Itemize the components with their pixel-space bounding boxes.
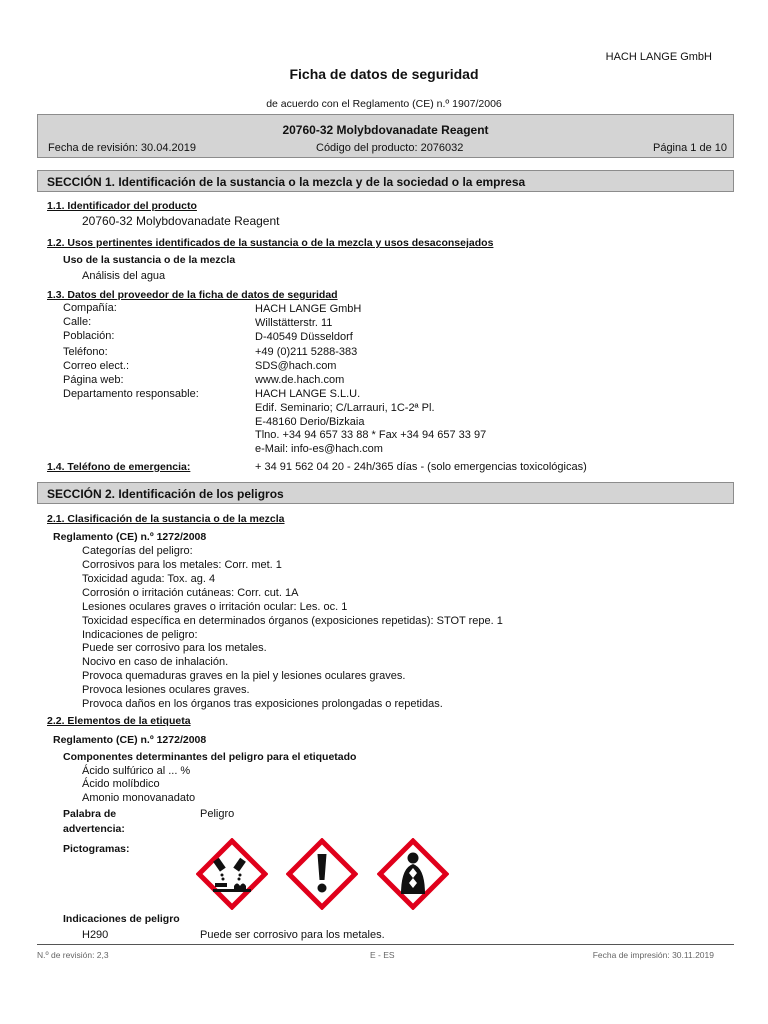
product-name: 20760-32 Molybdovanadate Reagent bbox=[282, 123, 489, 137]
dept-address-line: Edif. Seminario; C/Larrauri, 1C-2ª Pl. bbox=[255, 402, 435, 414]
classification-line: Provoca lesiones oculares graves. bbox=[82, 684, 250, 696]
supplier-value: HACH LANGE S.L.U. bbox=[255, 388, 361, 400]
classification-line: Categorías del peligro: bbox=[82, 545, 193, 557]
s13-title: 1.3. Datos del proveedor de la ficha de datos de seguridad bbox=[47, 289, 338, 301]
pictograms-label: Pictogramas: bbox=[63, 843, 130, 855]
supplier-value: D-40549 Düsseldorf bbox=[255, 331, 353, 343]
exclamation-icon bbox=[286, 838, 358, 910]
footer-language: E - ES bbox=[370, 950, 395, 960]
classification-line: Nocivo en caso de inhalación. bbox=[82, 656, 229, 668]
s14-title: 1.4. Teléfono de emergencia: bbox=[47, 461, 191, 473]
signal-word-label: advertencia: bbox=[63, 823, 125, 835]
s22-title: 2.2. Elementos de la etiqueta bbox=[47, 715, 191, 727]
supplier-label: Compañía: bbox=[63, 302, 117, 314]
classification-line: Provoca daños en los órganos tras exposiciones prolongadas o repetidas. bbox=[82, 698, 443, 710]
s12-subtitle: Uso de la sustancia o de la mezcla bbox=[63, 254, 236, 266]
classification-line: Corrosión o irritación cutáneas: Corr. cut. 1A bbox=[82, 587, 299, 599]
product-code: Código del producto: 2076032 bbox=[316, 142, 464, 154]
dept-address-line: e-Mail: info-es@hach.com bbox=[255, 443, 383, 455]
signal-word-label: Palabra de bbox=[63, 808, 117, 820]
company-name-header: HACH LANGE GmbH bbox=[605, 51, 712, 63]
supplier-value: www.de.hach.com bbox=[255, 374, 345, 386]
dept-address-line: E-48160 Derio/Bizkaia bbox=[255, 416, 365, 428]
section1-heading: SECCIÓN 1. Identificación de la sustancia o la mezcla y de la sociedad o la empresa bbox=[37, 170, 734, 192]
component-item: Amonio monovanadato bbox=[82, 792, 196, 804]
revision-date: Fecha de revisión: 30.04.2019 bbox=[48, 142, 196, 154]
supplier-value: HACH LANGE GmbH bbox=[255, 303, 362, 315]
supplier-label: Población: bbox=[63, 330, 115, 342]
supplier-label: Página web: bbox=[63, 374, 124, 386]
classification-line: Provoca quemaduras graves en la piel y lesiones oculares graves. bbox=[82, 670, 406, 682]
supplier-label: Calle: bbox=[63, 316, 92, 328]
footer-print-date: Fecha de impresión: 30.11.2019 bbox=[592, 950, 714, 960]
footer-revision: N.º de revisión: 2,3 bbox=[37, 950, 109, 960]
s21-title: 2.1. Clasificación de la sustancia o de la mezcla bbox=[47, 513, 285, 525]
health-hazard-icon bbox=[377, 838, 449, 910]
supplier-value: SDS@hach.com bbox=[255, 360, 337, 372]
supplier-label: Teléfono: bbox=[63, 346, 108, 358]
regulation-label: Reglamento (CE) n.º 1272/2008 bbox=[53, 531, 207, 543]
section2-heading: SECCIÓN 2. Identificación de los peligros bbox=[37, 482, 734, 504]
components-title: Componentes determinantes del peligro para el etiquetado bbox=[63, 751, 357, 763]
signal-word-value: Peligro bbox=[200, 808, 235, 820]
footer-divider bbox=[37, 944, 734, 945]
hazard-text: Puede ser corrosivo para los metales. bbox=[200, 929, 385, 941]
supplier-label: Correo elect.: bbox=[63, 360, 130, 372]
classification-line: Indicaciones de peligro: bbox=[82, 629, 198, 641]
component-item: Ácido molíbdico bbox=[82, 778, 160, 790]
hazard-code: H290 bbox=[82, 929, 109, 941]
corrosion-icon bbox=[196, 838, 268, 910]
supplier-value: Willstätterstr. 11 bbox=[255, 317, 333, 329]
page-number: Página 1 de 10 bbox=[652, 142, 727, 154]
component-item: Ácido sulfúrico al ... % bbox=[82, 765, 191, 777]
supplier-label: Departamento responsable: bbox=[63, 388, 199, 400]
supplier-value: +49 (0)211 5288-383 bbox=[255, 346, 358, 358]
classification-line: Puede ser corrosivo para los metales. bbox=[82, 642, 267, 654]
classification-line: Toxicidad aguda: Tox. ag. 4 bbox=[82, 573, 216, 585]
classification-line: Lesiones oculares graves o irritación ocular: Les. oc. 1 bbox=[82, 601, 348, 613]
s12-value: Análisis del agua bbox=[82, 270, 166, 282]
regulation-reference: de acuerdo con el Reglamento (CE) n.º 1907/2006 bbox=[266, 98, 502, 110]
hazard-statements-title: Indicaciones de peligro bbox=[63, 913, 180, 925]
classification-line: Corrosivos para los metales: Corr. met. 1 bbox=[82, 559, 282, 571]
s12-title: 1.2. Usos pertinentes identificados de la sustancia o de la mezcla y usos desaconsejados bbox=[47, 237, 494, 249]
emergency-phone: + 34 91 562 04 20 - 24h/365 días - (solo emergencias toxicológicas) bbox=[255, 461, 587, 473]
regulation-label: Reglamento (CE) n.º 1272/2008 bbox=[53, 734, 207, 746]
document-title: Ficha de datos de seguridad bbox=[289, 66, 479, 82]
s11-value: 20760-32 Molybdovanadate Reagent bbox=[82, 214, 280, 228]
product-header-box bbox=[37, 114, 734, 158]
classification-line: Toxicidad específica en determinados órganos (exposiciones repetidas): STOT repe. 1 bbox=[82, 615, 503, 627]
s11-title: 1.1. Identificador del producto bbox=[47, 200, 197, 212]
dept-address-line: Tlno. +34 94 657 33 88 * Fax +34 94 657 33 97 bbox=[255, 429, 487, 441]
